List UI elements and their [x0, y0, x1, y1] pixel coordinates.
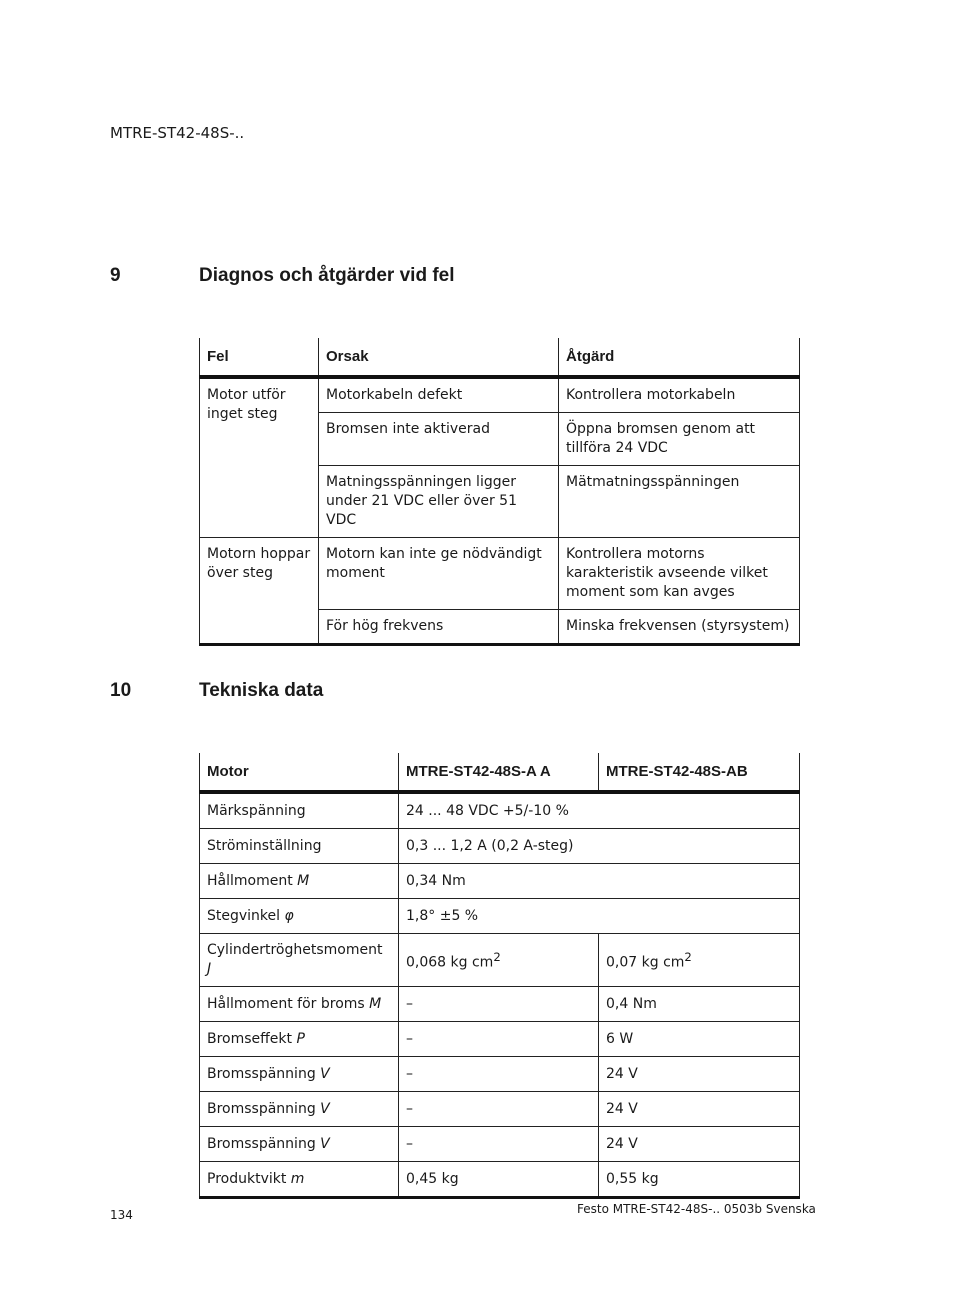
value-merged: 0,34 Nm — [399, 864, 800, 899]
value-merged: 24 ... 48 VDC +5/-10 % — [399, 792, 800, 829]
value-a: – — [399, 1057, 599, 1092]
parameter-label: Ströminställning — [200, 829, 399, 864]
parameter-symbol: M — [297, 872, 310, 889]
fault-cell: Motor utför inget steg — [200, 377, 319, 538]
table-row — [200, 792, 800, 829]
value-b: 24 V — [599, 1057, 800, 1092]
value-b: 0,55 kg — [599, 1162, 800, 1198]
table-row — [200, 934, 800, 987]
parameter-symbol: V — [320, 1065, 330, 1082]
table-header-row — [200, 753, 800, 792]
column-header-variant-ab: MTRE-ST42-48S-AB — [599, 753, 800, 792]
cause-cell: Motorn kan inte ge nödvändigt moment — [319, 538, 559, 610]
parameter-label: Cylindertröghetsmoment J — [200, 934, 399, 987]
column-header-action: Åtgärd — [559, 338, 800, 377]
parameter-label: Bromsspänning V — [200, 1057, 399, 1092]
column-header-variant-a: MTRE-ST42-48S-A A — [399, 753, 599, 792]
value-a: – — [399, 987, 599, 1022]
fault-diagnosis-table — [199, 338, 800, 646]
action-cell: Mätmatningsspänningen — [559, 466, 800, 538]
parameter-symbol: V — [320, 1135, 330, 1152]
action-cell: Öppna bromsen genom att tillföra 24 VDC — [559, 413, 800, 466]
column-header-cause: Orsak — [319, 338, 559, 377]
cause-cell: Bromsen inte aktiverad — [319, 413, 559, 466]
parameter-symbol: m — [290, 1170, 305, 1187]
table-row — [200, 829, 800, 864]
parameter-label: Bromseffekt P — [200, 1022, 399, 1057]
technical-data-table — [199, 753, 800, 1199]
value-a: – — [399, 1092, 599, 1127]
running-header: MTRE-ST42-48S-.. — [110, 124, 245, 142]
parameter-label: Stegvinkel φ — [200, 899, 399, 934]
value-b: 0,07 kg $cm^2$ — [599, 934, 800, 987]
parameter-symbol: φ — [284, 907, 294, 924]
value-b: 24 V — [599, 1127, 800, 1162]
value-a: – — [399, 1127, 599, 1162]
section-9-number: 9 — [110, 265, 121, 286]
table-row — [200, 1162, 800, 1198]
value-a: 0,068 kg $cm^2$ — [399, 934, 599, 987]
cause-cell: Matningsspänningen ligger under 21 VDC eller över 51 VDC — [319, 466, 559, 538]
value-a: – — [399, 1022, 599, 1057]
section-10-title: Tekniska data — [199, 680, 324, 701]
value-b: 0,4 Nm — [599, 987, 800, 1022]
parameter-label: Hållmoment för broms M — [200, 987, 399, 1022]
parameter-symbol: P — [296, 1030, 305, 1047]
fault-cell: Motorn hoppar över steg — [200, 538, 319, 645]
parameter-label: Bromsspänning V — [200, 1092, 399, 1127]
cause-cell: För hög frekvens — [319, 610, 559, 645]
parameter-label: Bromsspänning V — [200, 1127, 399, 1162]
table-row — [200, 1057, 800, 1092]
column-header-motor: Motor — [200, 753, 399, 792]
section-10-number: 10 — [110, 680, 132, 701]
cause-cell: Motorkabeln defekt — [319, 377, 559, 413]
table-row — [200, 1022, 800, 1057]
parameter-label: Märkspänning — [200, 792, 399, 829]
table-row — [200, 538, 800, 610]
table-header-row — [200, 338, 800, 377]
parameter-label: Produktvikt m — [200, 1162, 399, 1198]
section-9-title: Diagnos och åtgärder vid fel — [199, 265, 455, 286]
table-row — [200, 899, 800, 934]
value-b: 6 W — [599, 1022, 800, 1057]
action-cell: Kontrollera motorkabeln — [559, 377, 800, 413]
action-cell: Minska frekvensen (styrsystem) — [559, 610, 800, 645]
table-row — [200, 377, 800, 413]
parameter-symbol: M — [369, 995, 382, 1012]
table-row — [200, 1127, 800, 1162]
column-header-fault: Fel — [200, 338, 319, 377]
parameter-symbol: J — [207, 961, 212, 977]
table-row — [200, 1092, 800, 1127]
value-merged: 1,8° ±5 % — [399, 899, 800, 934]
parameter-label: Hållmoment M — [200, 864, 399, 899]
value-b: 24 V — [599, 1092, 800, 1127]
parameter-symbol: V — [320, 1100, 330, 1117]
page-number: 134 — [110, 1208, 133, 1222]
table-row — [200, 987, 800, 1022]
action-cell: Kontrollera motorns karakteristik avseende vilket moment som kan avges — [559, 538, 800, 610]
value-merged: 0,3 ... 1,2 A (0,2 A-steg) — [399, 829, 800, 864]
table-row — [200, 864, 800, 899]
value-a: 0,45 kg — [399, 1162, 599, 1198]
footer-publisher: Festo MTRE-ST42-48S-.. 0503b Svenska — [577, 1202, 816, 1216]
